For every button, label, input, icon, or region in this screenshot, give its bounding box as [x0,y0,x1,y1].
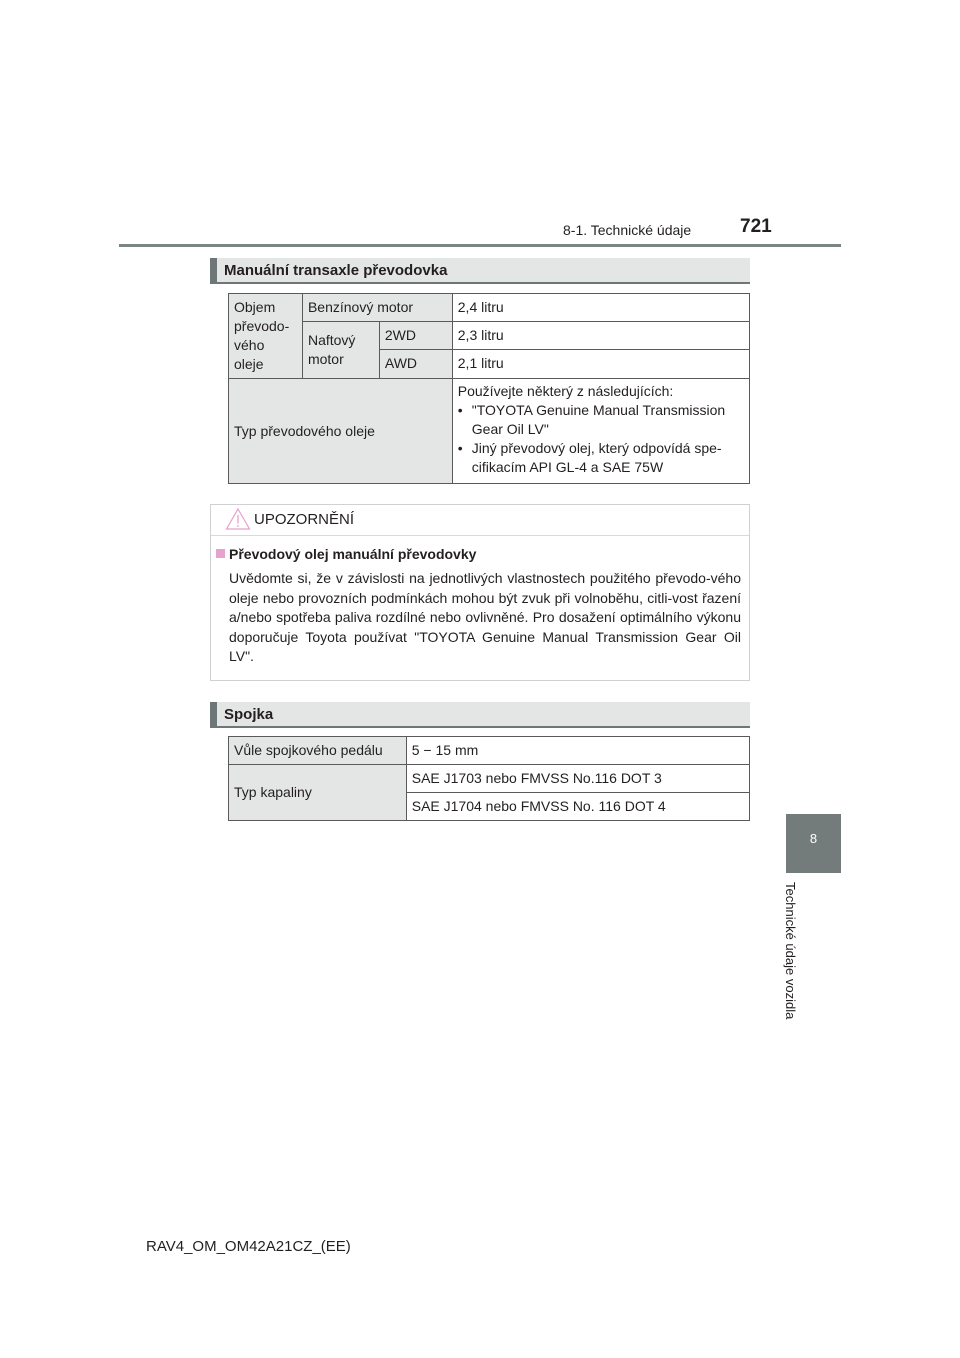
chapter-label-text: Technické údaje vozidla [783,882,798,1020]
oil-type-item-1-text: "TOYOTA Genuine Manual Transmission Gear Oil LV" [471,402,726,437]
capacity-label-cell [229,294,303,379]
heading-bar [210,258,217,282]
petrol-value-cell [452,294,749,322]
diesel-2wd-value: 2,3 litru [457,327,504,343]
free-play-value: 5 − 15 mm [411,742,479,758]
warning-triangle-icon [225,507,251,531]
free-play-value-cell [406,737,749,765]
fluid-type-value-1-cell [406,765,749,793]
oil-type-label-cell [229,379,453,484]
clutch-table [228,736,750,821]
diesel-2wd-label: 2WD [384,327,417,343]
caution-subheading: Převodový olej manuální převodovky [229,546,477,562]
capacity-label: Objem převodo-vého oleje [234,299,290,372]
page-number: 721 [740,216,772,237]
oil-type-item-2-text: Jiný převodový olej, který odpovídá spe-cifikacím API GL-4 a SAE 75W [471,440,722,475]
chapter-label [776,882,812,1032]
fluid-type-label: Typ kapaliny [234,784,312,800]
chapter-tab: 8 [786,814,841,873]
diesel-2wd-label-cell [379,322,452,350]
diesel-awd-value-cell [452,350,749,379]
caution-body: Uvědomte si, že v závislosti na jednotlivých vlastnostech použitého převodo-vého oleje nebo provozních podmínkách mohou být zvuk při volnoběhu, citli-vost řazení a/nebo spotřeba paliva rozdílné nebo ovlivněné. Pro dosažení optimálního výkonu doporučuje Toyota používat "TOYOTA Genuine Manual Transmission Gear Oil LV". [229,570,741,664]
diesel-awd-label-cell [379,350,452,379]
oil-type-item-2: • Jiný převodový olej, který odpovídá spe-cifikacím API GL-4 a SAE 75W [458,439,744,477]
petrol-label-cell [302,294,452,322]
heading-bar [210,702,217,726]
caution-box [210,504,750,681]
oil-type-value-cell [452,379,749,484]
oil-type-item-1: • "TOYOTA Genuine Manual Transmission Gear Oil LV" [458,401,744,439]
diesel-label-cell [302,322,379,379]
free-play-label: Vůle spojkového pedálu [234,742,383,758]
diesel-label: Naftový motor [307,332,356,367]
fluid-type-value-2: SAE J1704 nebo FMVSS No. 116 DOT 4 [411,798,666,814]
clutch-title: Spojka [224,706,274,723]
fluid-type-label-cell [229,765,407,821]
header-divider [119,244,841,247]
section-title: 8-1. Technické údaje [563,222,692,238]
free-play-label-cell [229,737,407,765]
petrol-value: 2,4 litru [457,299,504,315]
document-code: RAV4_OM_OM42A21CZ_(EE) [146,1238,351,1255]
bullet-square-icon [216,549,225,558]
manual-transaxle-title: Manuální transaxle převodovka [224,262,448,279]
fluid-type-value-1: SAE J1703 nebo FMVSS No.116 DOT 3 [411,770,662,786]
diesel-awd-value: 2,1 litru [457,355,504,371]
clutch-heading [210,702,750,728]
diesel-awd-label: AWD [384,355,418,371]
petrol-label: Benzínový motor [307,299,414,315]
caution-title: UPOZORNĚNÍ [254,511,355,528]
fluid-type-value-2-cell [406,793,749,821]
diesel-2wd-value-cell [452,322,749,350]
manual-transaxle-table [228,293,750,484]
oil-type-intro: Používejte některý z následujících: [457,383,674,399]
oil-type-label: Typ převodového oleje [234,422,375,439]
manual-transaxle-heading [210,258,750,284]
